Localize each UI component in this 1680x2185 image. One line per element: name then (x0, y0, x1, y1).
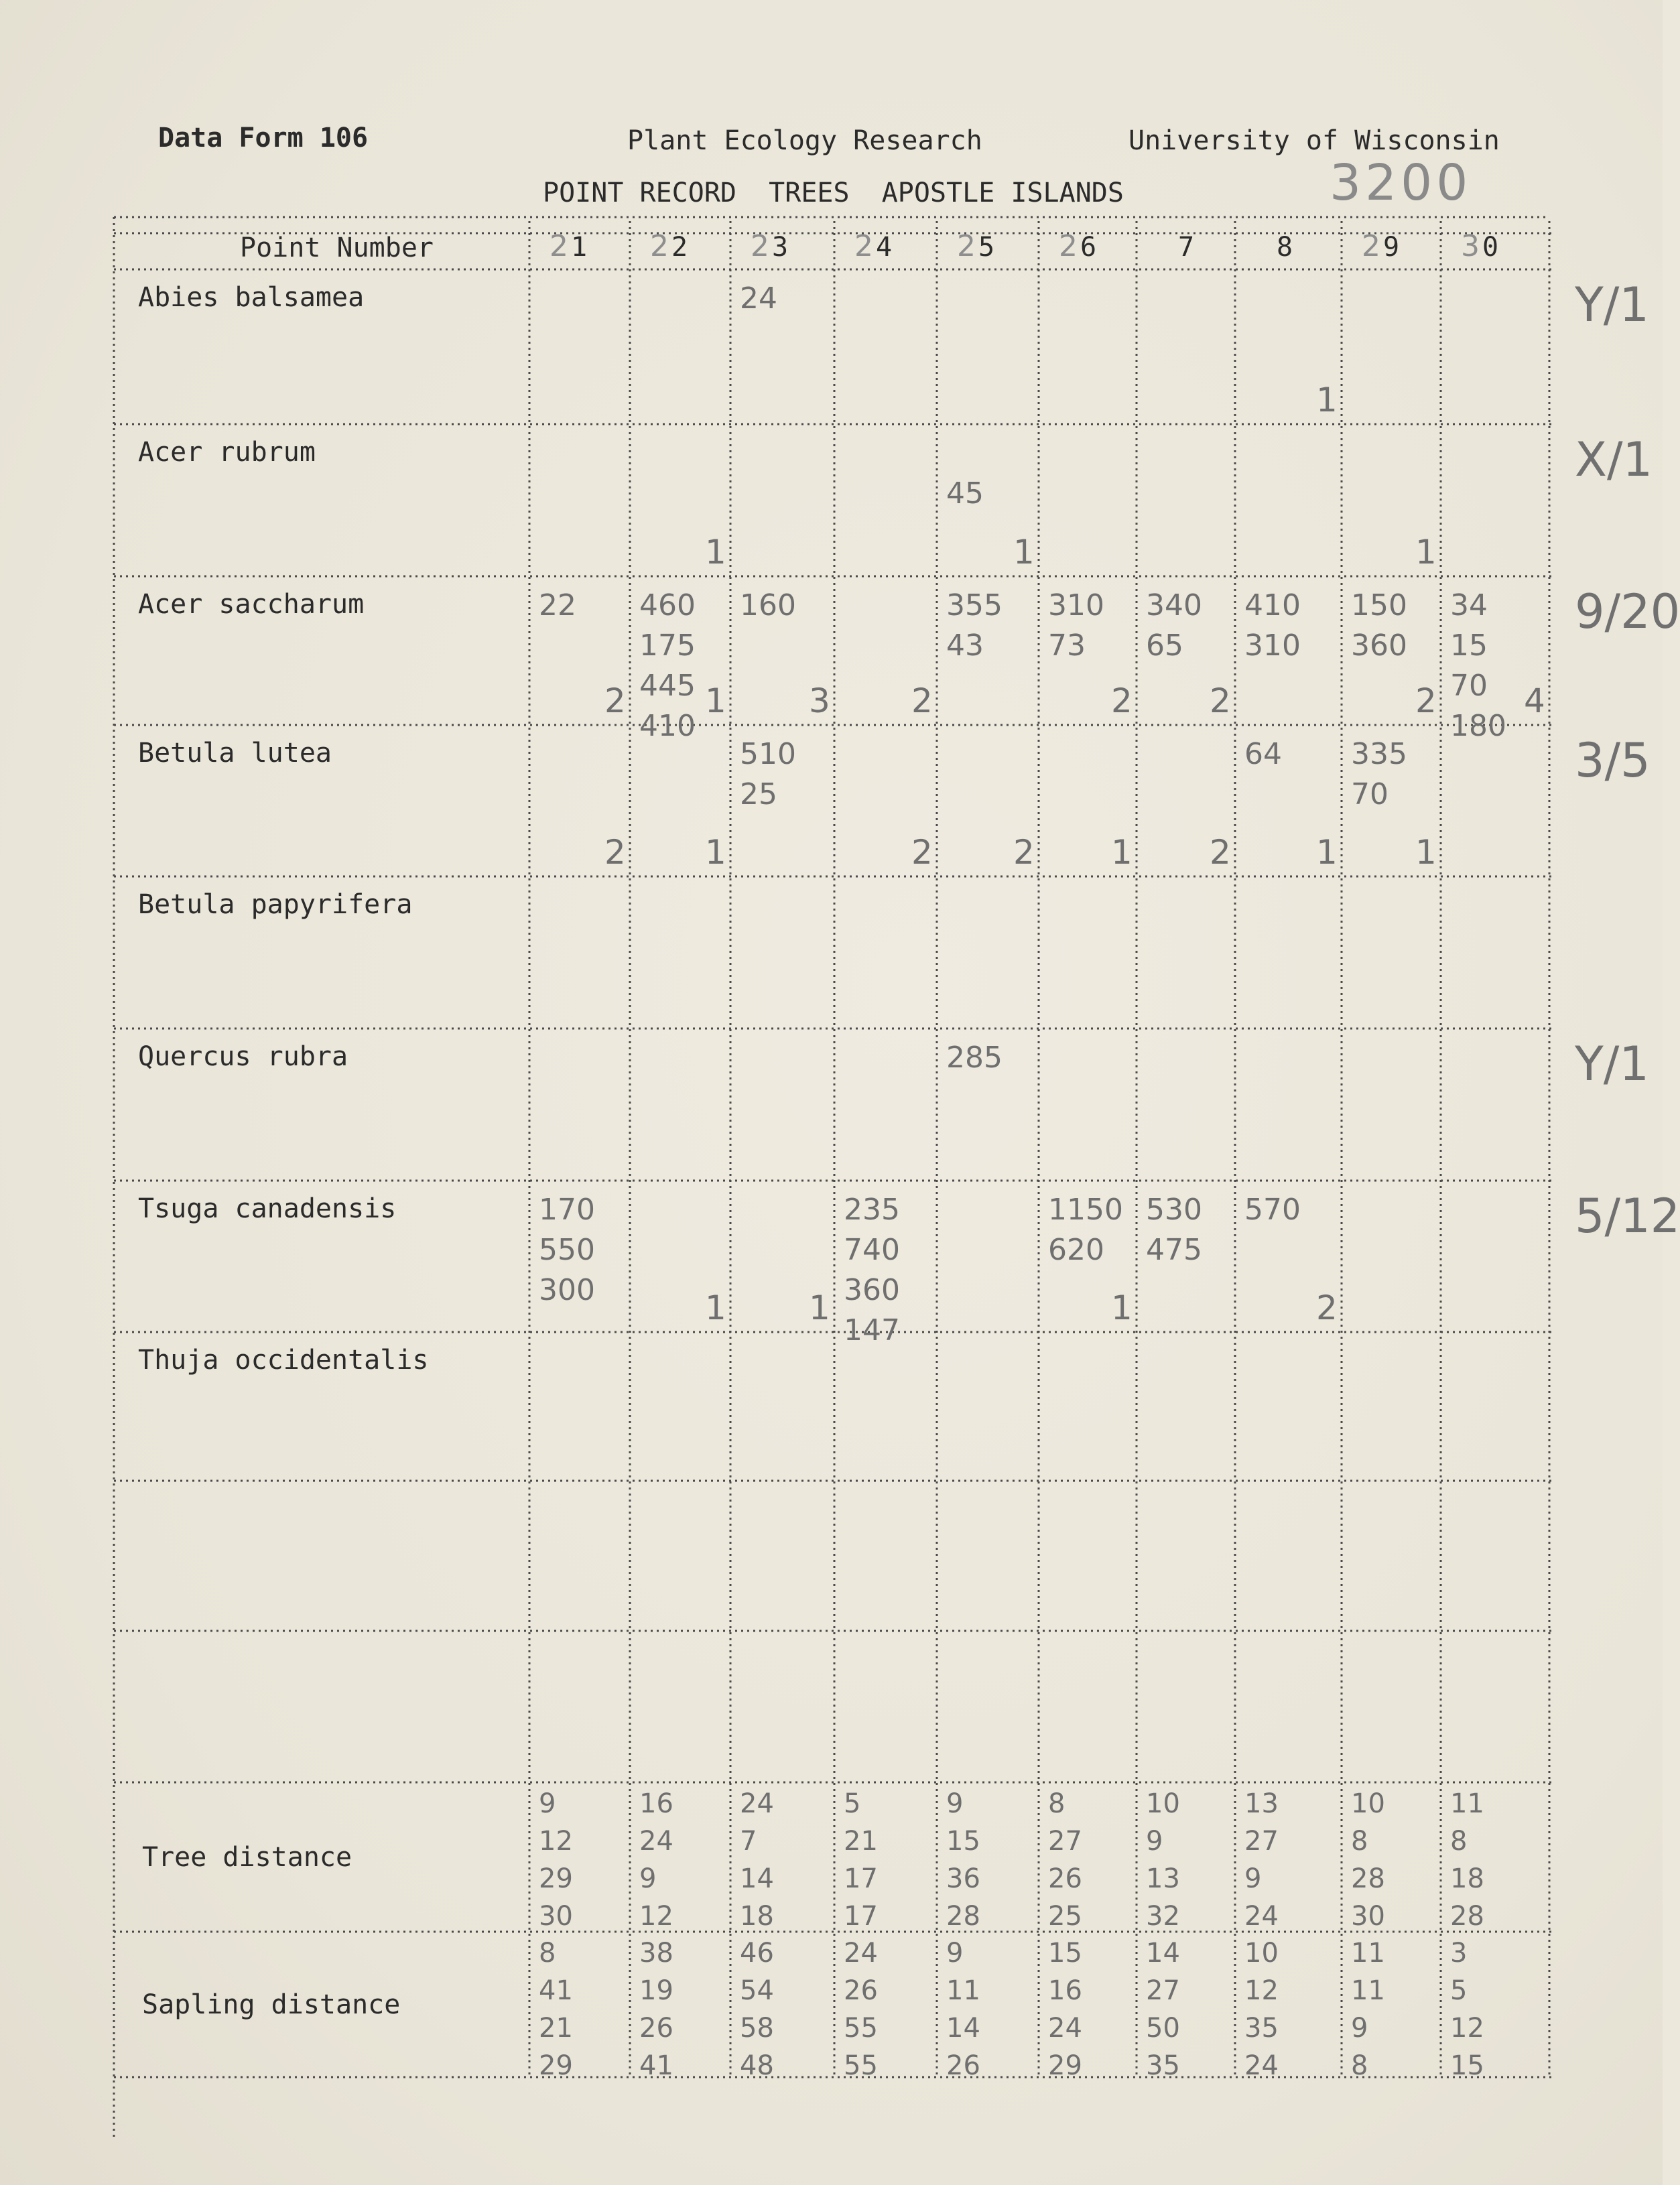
column-pencil-prefix: 2 (1362, 229, 1380, 263)
row-label: Quercus rubra (138, 1041, 348, 1072)
cell-count: 1 (1415, 833, 1437, 872)
cell-count: 2 (1210, 681, 1231, 720)
cell-values: 11 8 18 28 (1450, 1788, 1484, 1932)
cell-values: 9 11 14 26 (946, 1938, 980, 2081)
cell-values: 510 25 (740, 737, 796, 811)
cell-values: 355 43 (946, 588, 1003, 663)
cell-values: 64 (1244, 737, 1282, 771)
column-pencil-prefix: 2 (1059, 229, 1078, 263)
cell-values: 10 12 35 24 (1244, 1938, 1279, 2081)
department-label: Plant Ecology Research (627, 125, 982, 156)
row-label: Acer saccharum (138, 589, 365, 620)
cell-values: 34 15 70 180 (1450, 588, 1506, 743)
cell-count: 2 (604, 833, 626, 872)
column-pencil-prefix: 2 (854, 229, 873, 263)
cell-values: 24 (740, 281, 777, 316)
institution-label: University of Wisconsin (1128, 125, 1500, 156)
cell-values: 9 12 29 30 (539, 1788, 573, 1932)
cell-values: 9 15 36 28 (946, 1788, 980, 1932)
cell-count: 1 (1415, 533, 1437, 572)
column-number: 7 (1178, 232, 1195, 263)
column-number: 6 (1080, 232, 1097, 263)
cell-count: 2 (1013, 833, 1035, 872)
cell-values: 45 (946, 476, 984, 511)
cell-values: 235 740 360 147 (844, 1193, 900, 1347)
cell-count: 1 (1316, 381, 1338, 419)
cell-count: 1 (1316, 833, 1338, 872)
cell-values: 3 5 12 15 (1450, 1938, 1484, 2081)
margin-tally: Y/1 (1575, 277, 1649, 332)
cell-values: 8 41 21 29 (539, 1938, 573, 2081)
cell-values: 570 (1244, 1193, 1301, 1227)
column-number: 0 (1482, 232, 1499, 263)
cell-values: 38 19 26 41 (639, 1938, 673, 2081)
column-pencil-prefix: 2 (650, 229, 669, 263)
column-number: 9 (1383, 232, 1400, 263)
cell-values: 24 7 14 18 (740, 1788, 774, 1932)
cell-count: 1 (809, 1288, 830, 1327)
cell-values: 14 27 50 35 (1146, 1938, 1180, 2081)
margin-tally: 9/20 (1575, 584, 1680, 639)
cell-count: 2 (911, 833, 933, 872)
cell-values: 22 (539, 588, 576, 622)
cell-values: 460 175 445 410 (639, 588, 696, 743)
cell-values: 310 73 (1048, 588, 1104, 663)
cell-values: 16 24 9 12 (639, 1788, 673, 1932)
column-number: 2 (671, 232, 688, 263)
cell-values: 340 65 (1146, 588, 1202, 663)
cell-values: 10 8 28 30 (1351, 1788, 1385, 1932)
cell-count: 2 (1316, 1288, 1338, 1327)
row-label: Tree distance (142, 1841, 352, 1873)
cell-count: 1 (1111, 833, 1133, 872)
cell-values: 285 (946, 1041, 1003, 1075)
cell-count: 1 (1013, 533, 1035, 572)
cell-values: 160 (740, 588, 796, 622)
margin-tally: 5/12 (1575, 1189, 1680, 1244)
cell-count: 2 (1111, 681, 1133, 720)
row-label: Sapling distance (142, 1989, 401, 2020)
cell-values: 150 360 (1351, 588, 1407, 663)
cell-values: 5 21 17 17 (844, 1788, 878, 1932)
column-number: 3 (772, 232, 789, 263)
cell-count: 4 (1524, 681, 1545, 720)
cell-values: 24 26 55 55 (844, 1938, 878, 2081)
column-pencil-prefix: 2 (550, 229, 568, 263)
cell-count: 1 (705, 681, 726, 720)
column-pencil-prefix: 3 (1461, 229, 1480, 263)
cell-values: 170 550 300 (539, 1193, 595, 1307)
column-pencil-prefix: 2 (751, 229, 769, 263)
cell-values: 15 16 24 29 (1048, 1938, 1082, 2081)
cell-values: 335 70 (1351, 737, 1407, 811)
cell-values: 1150 620 (1048, 1193, 1123, 1267)
cell-values: 11 11 9 8 (1351, 1938, 1385, 2081)
cell-values: 10 9 13 32 (1146, 1788, 1180, 1932)
column-number: 8 (1277, 232, 1293, 263)
cell-values: 530 475 (1146, 1193, 1202, 1267)
margin-tally: Y/1 (1575, 1037, 1649, 1091)
cell-count: 2 (1210, 833, 1231, 872)
cell-count: 2 (604, 681, 626, 720)
row-label: Betula lutea (138, 738, 332, 769)
cell-count: 1 (705, 1288, 726, 1327)
cell-count: 1 (1111, 1288, 1133, 1327)
form-title: POINT RECORD TREES APOSTLE ISLANDS (543, 178, 1124, 208)
cell-count: 2 (911, 681, 933, 720)
row-label: Thuja occidentalis (138, 1345, 429, 1376)
cell-values: 46 54 58 48 (740, 1938, 774, 2081)
column-number: 1 (571, 232, 588, 263)
row-label: Abies balsamea (138, 282, 365, 313)
row-label: Betula papyrifera (138, 889, 413, 920)
margin-tally: X/1 (1575, 432, 1653, 487)
cell-count: 2 (1415, 681, 1437, 720)
row-label: Acer rubrum (138, 437, 316, 468)
cell-values: 8 27 26 25 (1048, 1788, 1082, 1932)
cell-count: 1 (705, 833, 726, 872)
point-number-label: Point Number (240, 233, 434, 263)
handwritten-number: 3200 (1330, 154, 1472, 212)
column-number: 4 (876, 232, 893, 263)
cell-values: 410 310 (1244, 588, 1301, 663)
column-number: 5 (978, 232, 995, 263)
cell-count: 3 (809, 681, 830, 720)
column-pencil-prefix: 2 (957, 229, 976, 263)
row-label: Tsuga canadensis (138, 1193, 397, 1224)
cell-values: 13 27 9 24 (1244, 1788, 1279, 1932)
cell-count: 1 (705, 533, 726, 572)
margin-tally: 3/5 (1575, 733, 1651, 788)
form-label: Data Form 106 (158, 123, 369, 153)
